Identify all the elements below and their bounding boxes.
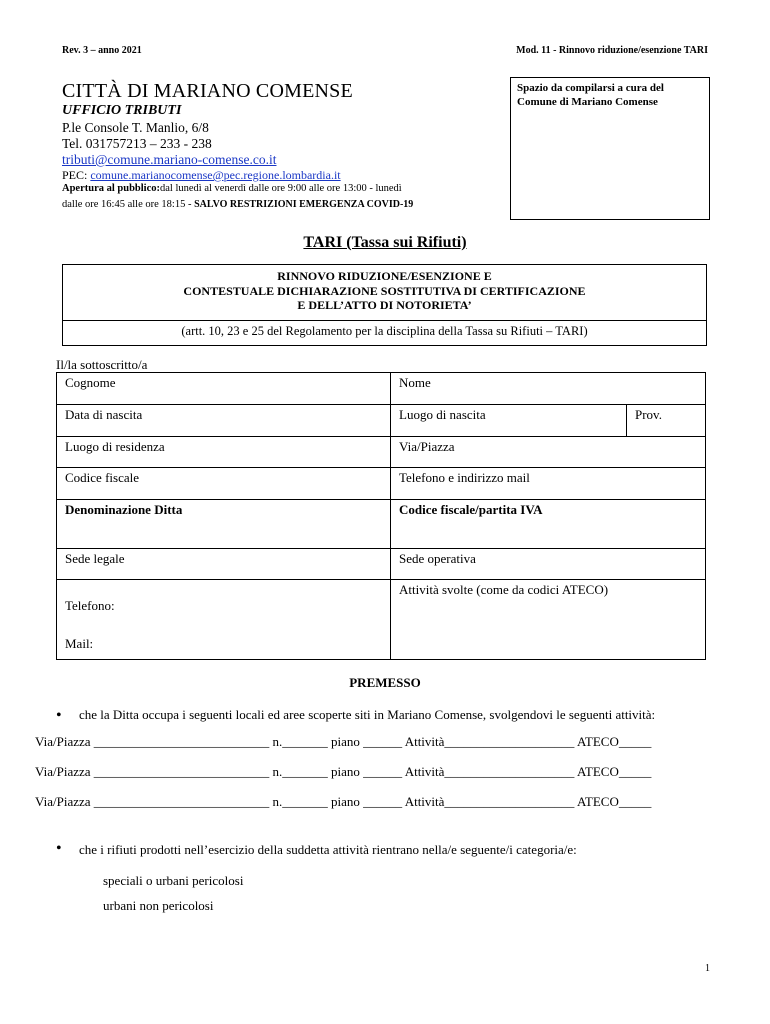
opening-hours-cont (62, 199, 413, 210)
ditta-field[interactable] (57, 499, 390, 548)
declaration-box (62, 264, 707, 346)
premesso-bullet-1: che la Ditta occupa i seguenti locali ed aree scoperte siti in Mariano Comense, svolgendovi le seguenti attività: (79, 707, 656, 722)
location-row-2[interactable]: Via/Piazza ___________________________ n._______ piano ______ Attività____________________ ATECO_____ (35, 764, 652, 779)
residenza-label: Luogo di residenza (65, 439, 165, 454)
telefono-label: Telefono: (65, 598, 115, 613)
hours-label: Apertura al pubblico: (62, 183, 161, 194)
page-number: 1 (705, 963, 710, 974)
declaration-line-2: CONTESTUALE DICHIARAZIONE SOSTITUTIVA DI CERTIFICAZIONE (183, 283, 586, 298)
via-field[interactable] (390, 436, 705, 467)
cf-piva-field[interactable] (390, 499, 705, 548)
office-email-link[interactable]: tributi@comune.mariano-comense.co.it (62, 152, 277, 167)
pec-link[interactable]: comune.marianocomense@pec.regione.lombardia.it (90, 168, 341, 182)
pec-label: PEC: (62, 168, 91, 182)
telefono-mail-field[interactable] (390, 467, 705, 499)
codice-fiscale-label: Codice fiscale (65, 470, 139, 485)
hours-text-2: dalle ore 16:45 alle ore 18:15 - (62, 199, 195, 210)
cf-piva-label: Codice fiscale/partita IVA (399, 502, 543, 517)
premesso-title: PREMESSO (349, 675, 421, 690)
sede-legale-label: Sede legale (65, 551, 125, 566)
nome-field[interactable] (390, 373, 705, 404)
sede-legale-field[interactable] (57, 548, 390, 579)
opening-hours (62, 183, 402, 194)
page-title: TARI (Tassa sui Rifiuti) (303, 234, 467, 251)
via-label: Via/Piazza (399, 439, 455, 454)
cognome-field[interactable] (57, 373, 390, 404)
category-option-2[interactable]: urbani non pericolosi (103, 898, 214, 913)
data-nascita-field[interactable] (57, 404, 390, 436)
reserved-line-2: Comune di Mariano Comense (517, 96, 658, 108)
covid-note: SALVO RESTRIZIONI EMERGENZA COVID-19 (194, 199, 414, 210)
luogo-nascita-label: Luogo di nascita (399, 407, 486, 422)
location-row-1[interactable]: Via/Piazza ___________________________ n._______ piano ______ Attività____________________ ATECO_____ (35, 734, 652, 749)
reserved-line-1: Spazio da compilarsi a cura del (517, 82, 664, 94)
location-row-3[interactable]: Via/Piazza ___________________________ n._______ piano ______ Attività____________________ ATECO_____ (35, 794, 652, 809)
bullet-icon: • (56, 707, 62, 724)
office-phone: Tel. 031757213 – 233 - 238 (62, 136, 212, 151)
declaration-line-1: RINNOVO RIDUZIONE/ESENZIONE E (277, 269, 492, 283)
data-nascita-label: Data di nascita (65, 407, 143, 422)
contacts-field[interactable] (57, 579, 390, 659)
ditta-label: Denominazione Ditta (65, 502, 183, 517)
revision-label: Rev. 3 – anno 2021 (62, 45, 142, 56)
codice-fiscale-field[interactable] (57, 467, 390, 499)
cognome-label: Cognome (65, 375, 116, 390)
attivita-field[interactable] (390, 579, 705, 659)
signer-label: Il/la sottoscritto/a (56, 357, 148, 372)
luogo-nascita-field[interactable] (390, 404, 626, 436)
office-name: UFFICIO TRIBUTI (62, 103, 182, 118)
declaration-reference: (artt. 10, 23 e 25 del Regolamento per la disciplina della Tassa su Rifiuti – TARI) (181, 323, 588, 338)
module-label: Mod. 11 - Rinnovo riduzione/esenzione TARI (516, 45, 708, 56)
premesso-bullet-2: che i rifiuti prodotti nell’esercizio della suddetta attività rientrano nella/e seguente/i categoria/e: (79, 842, 577, 857)
sede-operativa-field[interactable] (390, 548, 705, 579)
city-name: CITTÀ DI MARIANO COMENSE (62, 80, 353, 102)
bullet-icon: • (56, 840, 62, 857)
telefono-mail-label: Telefono e indirizzo mail (399, 470, 530, 485)
attivita-label: Attività svolte (come da codici ATECO) (399, 582, 609, 597)
prov-label: Prov. (635, 407, 662, 422)
declaration-line-3: E DELL’ATTO DI NOTORIETA’ (297, 298, 472, 312)
hours-text: dal lunedì al venerdì dalle ore 9:00 alle ore 13:00 - lunedì (160, 183, 402, 194)
sede-operativa-label: Sede operativa (399, 551, 476, 566)
office-address: P.le Console T. Manlio, 6/8 (62, 120, 209, 135)
residenza-field[interactable] (57, 436, 390, 467)
mail-label: Mail: (65, 636, 94, 651)
reserved-office-box (510, 77, 710, 220)
personal-data-table (56, 372, 706, 660)
office-pec (62, 168, 341, 183)
nome-label: Nome (399, 375, 431, 390)
prov-field[interactable] (626, 404, 705, 436)
category-option-1[interactable]: speciali o urbani pericolosi (103, 873, 244, 888)
